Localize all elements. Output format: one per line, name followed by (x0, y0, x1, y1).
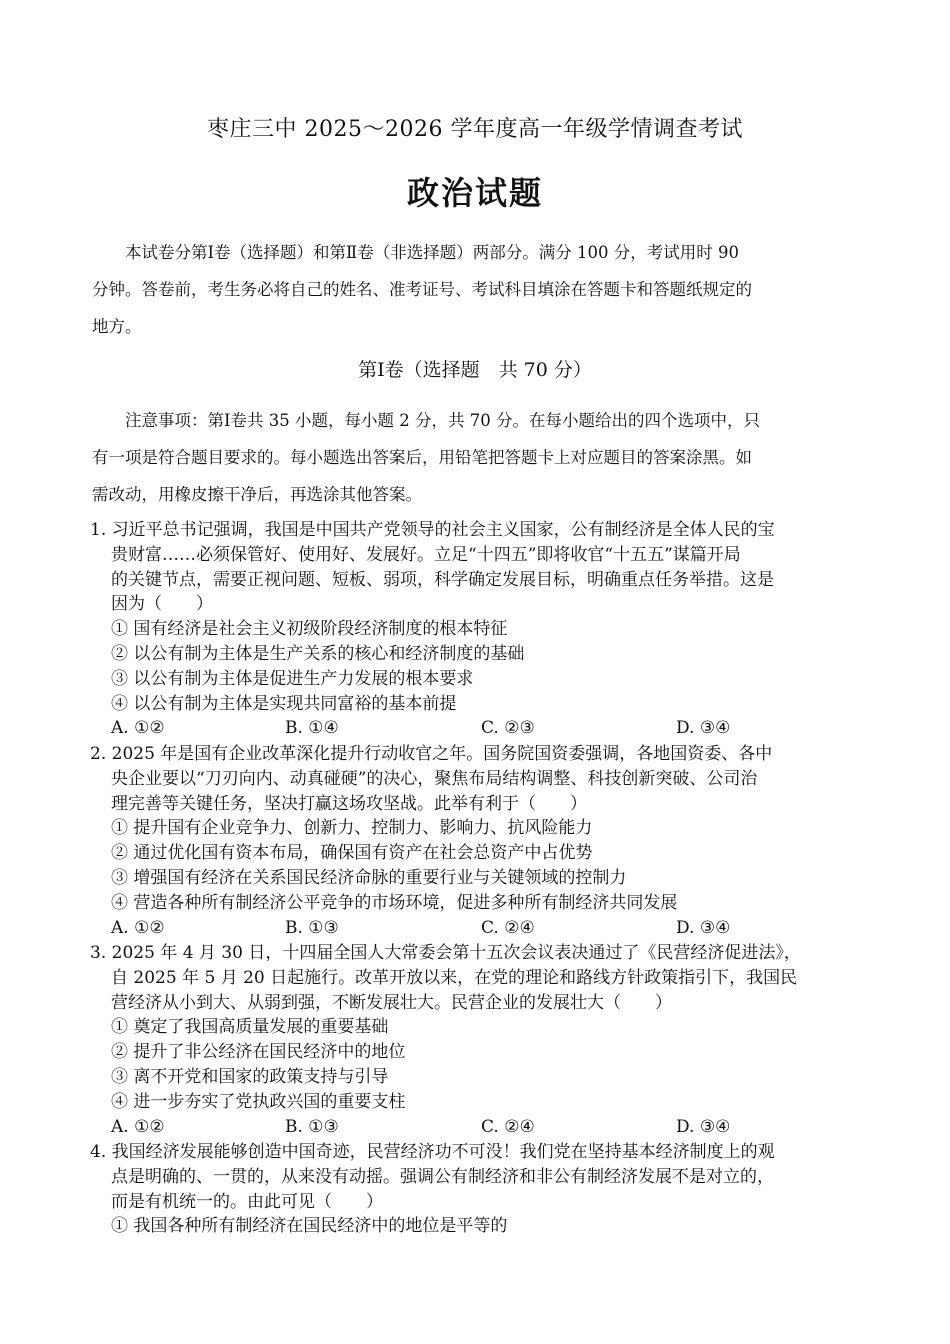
option-b: B. ①④ (285, 718, 339, 739)
intro-line: 地方。 (92, 317, 142, 336)
question-stem-line: 自 2025 年 5 月 20 日起施行。改革开放以来，在党的理论和路线方针政策指引下，我国民 (111, 967, 798, 988)
question-item: ② 通过优化国有资本布局，确保国有资产在社会总资产中占优势 (111, 843, 593, 864)
option-a: A. ①② (111, 1116, 165, 1137)
option-a: A. ①② (111, 718, 165, 739)
option-c: C. ②④ (481, 917, 535, 938)
question-stem-line: 的关键节点，需要正视问题、短板、弱项，科学确定发展目标，明确重点任务举措。这是 (111, 569, 774, 590)
option-c: C. ②③ (481, 718, 535, 739)
section-title: 第Ⅰ卷（选择题 共 70 分） (358, 359, 592, 381)
question-item: ③ 以公有制为主体是促进生产力发展的根本要求 (111, 668, 474, 689)
question-item: ① 我国各种所有制经济在国民经济中的地位是平等的 (111, 1216, 508, 1237)
question-stem-line: 营经济从小到大、从弱到强，不断发展壮大。民营企业的发展壮大（ ） (111, 992, 672, 1013)
subject-title: 政治试题 (406, 174, 543, 212)
question-stem-line: 4. 我国经济发展能够创造中国奇迹，民营经济功不可没！我们党在坚持基本经济制度上的观 (90, 1142, 775, 1162)
question-item: ① 奠定了我国高质量发展的重要基础 (111, 1017, 389, 1038)
question-item: ④ 以公有制为主体是实现共同富裕的基本前提 (111, 693, 457, 714)
answer-options (90, 716, 870, 741)
answer-options (90, 1115, 870, 1140)
option-b: B. ①③ (285, 1116, 339, 1137)
question-stem-line: 点是明确的、一贯的，从来没有动摇。强调公有制经济和非公有制经济发展不是对立的， (111, 1166, 774, 1187)
question-stem-line: 2. 2025 年是国有企业改革深化提升行动收官之年。国务院国资委强调，各地国资委、各中 (90, 744, 773, 764)
option-a: A. ①② (111, 917, 165, 938)
notes-line: 注意事项：第Ⅰ卷共 35 小题，每小题 2 分，共 70 分。在每小题给出的四个选项中，只 (125, 411, 760, 430)
notes-line: 有一项是符合题目要求的。每小题选出答案后，用铅笔把答题卡上对应题目的答案涂黑。如 (92, 448, 752, 467)
answer-options (90, 916, 870, 941)
question-stem-line: 3. 2025 年 4 月 30 日，十四届全国人大常委会第十五次会议表决通过了《民营经济促进法》， (90, 943, 801, 963)
question-item: ③ 增强国有经济在关系国民经济命脉的重要行业与关键领域的控制力 (111, 867, 627, 888)
option-b: B. ①③ (285, 917, 339, 938)
question-stem-line: 央企业要以“刀刃向内、动真碰硬”的决心，聚焦布局结构调整、科技创新突破、公司治 (111, 768, 758, 789)
question-item: ④ 营造各种所有制经济公平竞争的市场环境，促进多种所有制经济共同发展 (111, 892, 678, 913)
notes-line: 需改动，用橡皮擦干净后，再选涂其他答案。 (92, 485, 422, 504)
intro-line: 分钟。答卷前，考生务必将自己的姓名、准考证号、考试科目填涂在答题卡和答题纸规定的 (92, 280, 752, 299)
question-1 (90, 518, 870, 741)
question-item: ① 提升国有企业竞争力、创新力、控制力、影响力、抗风险能力 (111, 818, 593, 839)
question-item: ④ 进一步夯实了党执政兴国的重要支柱 (111, 1091, 406, 1112)
question-stem-line: 理完善等关键任务，坚决打赢这场攻坚战。此举有利于（ ） (111, 793, 587, 814)
option-c: C. ②④ (481, 1116, 535, 1137)
question-item: ① 国有经济是社会主义初级阶段经济制度的根本特征 (111, 619, 508, 640)
option-d: D. ③④ (676, 718, 731, 739)
question-item: ② 提升了非公经济在国民经济中的地位 (111, 1042, 406, 1063)
question-3 (90, 941, 870, 1139)
question-item: ② 以公有制为主体是生产关系的核心和经济制度的基础 (111, 643, 525, 664)
intro-paragraph (92, 234, 862, 345)
question-stem-line: 贵财富……必须保管好、使用好、发展好。立足“十四五”即将收官“十五五”谋篇开局 (111, 544, 741, 565)
intro-line: 本试卷分第Ⅰ卷（选择题）和第Ⅱ卷（非选择题）两部分。满分 100 分，考试用时 90 (125, 243, 739, 262)
question-item: ③ 离不开党和国家的政策支持与引导 (111, 1066, 389, 1087)
notes-paragraph (92, 402, 862, 513)
question-stem-line: 而是有机统一的。由此可见（ ） (111, 1191, 383, 1212)
exam-title: 枣庄三中 2025～2026 学年度高一年级学情调查考试 (207, 117, 743, 142)
question-4 (90, 1140, 870, 1239)
question-stem-line: 1. 习近平总书记强调，我国是中国共产党领导的社会主义国家，公有制经济是全体人民的宝 (90, 520, 775, 540)
question-stem-line: 因为（ ） (111, 594, 213, 615)
question-2 (90, 742, 870, 940)
option-d: D. ③④ (676, 917, 731, 938)
option-d: D. ③④ (676, 1116, 731, 1137)
